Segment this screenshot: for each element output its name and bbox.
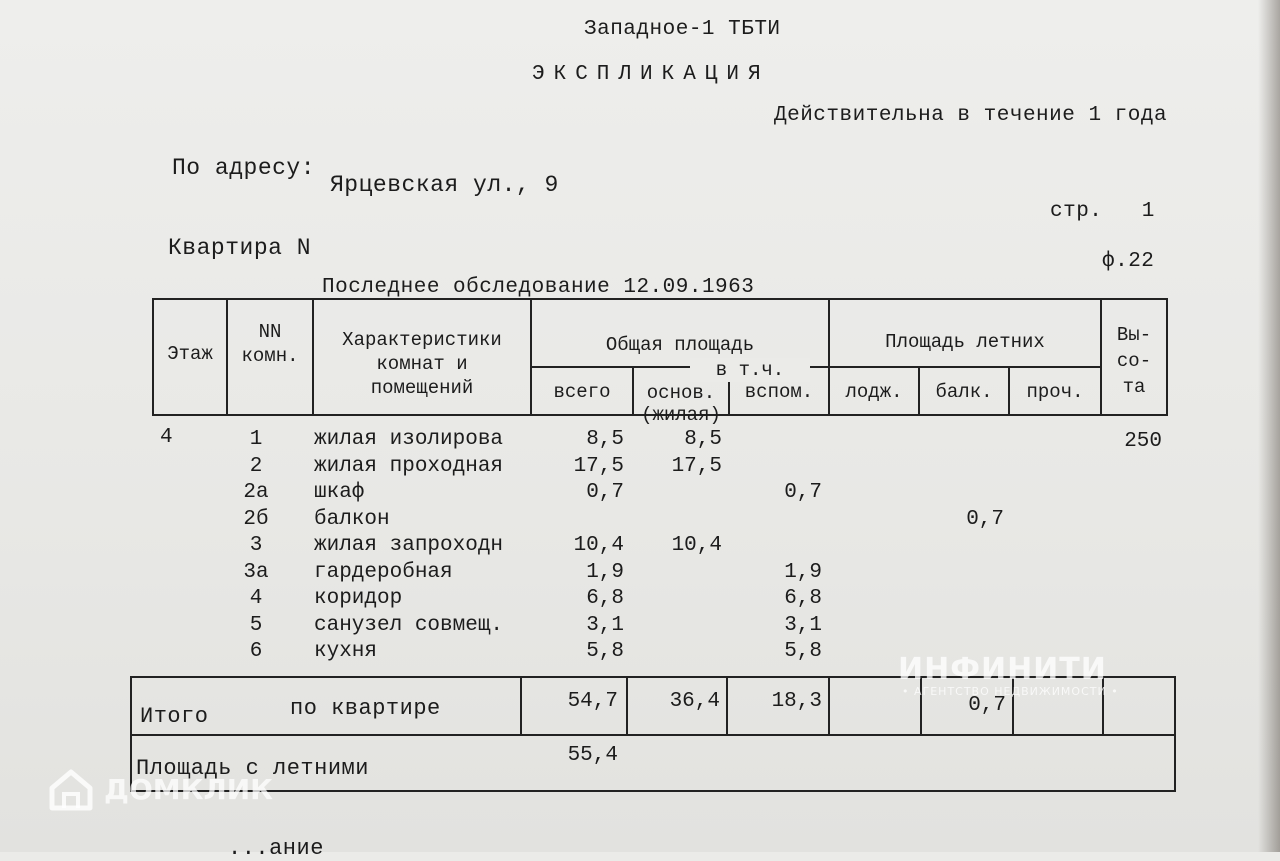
footer-partial-text: ...ание [228,836,324,861]
room-name: жилая изолирова [314,428,504,451]
room-area-aux: 6,8 [784,587,822,610]
total-main: 36,4 [669,690,720,713]
col-incl: в т.ч. [690,358,810,382]
room-area-aux: 5,8 [784,640,822,663]
room-name: гардеробная [314,561,453,584]
office-name: Западное-1 ТБТИ [584,18,781,41]
summer-area-label: Площадь с летними [136,756,369,781]
room-area-main: 17,5 [671,455,722,478]
room-area-all: 17,5 [573,455,624,478]
room-number: 2а [243,481,269,504]
col-height: Вы- со- та [1116,324,1152,398]
document-title: ЭКСПЛИКАЦИЯ [532,63,770,86]
apartment-label: Квартира N [168,235,312,261]
site-watermark [48,766,273,812]
total-balcony: 0,7 [968,694,1006,717]
room-area-all: 1,9 [586,561,624,584]
col-main: основ. (жилая) [641,382,721,426]
room-area-all: 5,8 [586,640,624,663]
site-logo-text: ДОМКЛИК [104,772,274,806]
room-name: шкаф [314,481,365,504]
room-name: кухня [314,640,378,663]
totals-label: Итого [140,704,209,729]
col-characteristics: Характеристики комнат и помещений [342,329,502,399]
room-area-main: 8,5 [684,428,722,451]
address-value: Ярцевская ул., 9 [330,172,559,198]
page-number: стр. 1 [1050,200,1155,223]
room-number: 2 [249,455,263,478]
totals-label-2: по квартире [290,696,441,721]
room-name: коридор [314,587,403,610]
paper-edge-shadow [1258,0,1280,852]
room-name: санузел совмещ. [314,614,504,637]
agency-logo-subtext: • АГЕНТСТВО НЕДВИЖИМОСТИ • [902,685,1119,698]
room-name: балкон [314,508,390,531]
room-area-main: 10,4 [671,534,722,557]
col-loggia: лодж. [845,381,903,403]
col-total-area: Общая площадь [605,334,755,356]
room-area-all: 0,7 [586,481,624,504]
room-area-all: 3,1 [586,614,624,637]
room-number: 2б [243,508,269,531]
form-number: ф.22 [1102,250,1155,273]
room-number: 3а [243,561,269,584]
room-area-aux: 1,9 [784,561,822,584]
last-survey: Последнее обследование 12.09.1963 [322,276,755,299]
col-floor: Этаж [167,343,213,365]
room-number: 6 [249,640,263,663]
room-number: 5 [249,614,263,637]
room-area-aux: 0,7 [784,481,822,504]
total-aux: 18,3 [771,690,822,713]
col-summer-area: Площадь летних [885,331,1045,353]
col-balcony: балк. [935,381,993,403]
room-name: жилая запроходн [314,534,504,557]
col-all: всего [553,381,611,403]
room-number: 3 [249,534,263,557]
house-icon [48,766,94,812]
floor-value: 4 [160,426,173,449]
validity-note: Действительна в течение 1 года [774,104,1168,127]
address-label: По адресу: [172,155,316,181]
agency-watermark [898,652,1119,698]
room-area-all: 10,4 [573,534,624,557]
col-room-no: NN комн. [241,321,299,367]
room-number: 1 [249,428,263,451]
total-all: 54,7 [567,690,618,713]
room-area-all: 8,5 [586,428,624,451]
room-number: 4 [249,587,263,610]
summer-area-value: 55,4 [567,744,618,767]
room-area-balcony: 0,7 [966,508,1004,531]
col-other: проч. [1026,381,1084,403]
agency-logo-text: ИНФИНИТИ [898,652,1107,687]
col-aux: вспом. [744,381,814,403]
room-area-aux: 3,1 [784,614,822,637]
height-value: 250 [1124,430,1162,453]
room-name: жилая проходная [314,455,504,478]
room-area-all: 6,8 [586,587,624,610]
